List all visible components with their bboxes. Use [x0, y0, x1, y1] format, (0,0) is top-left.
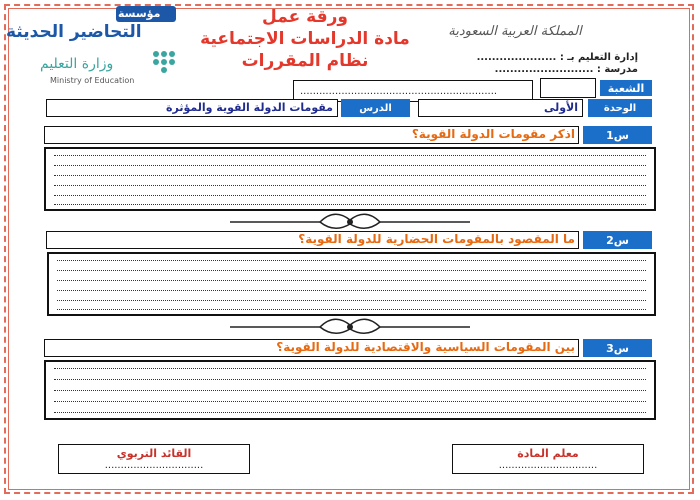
- teacher-dots: ...............................: [498, 460, 598, 471]
- divider-ornament-icon: [230, 315, 470, 337]
- unit-label: الوحدة: [588, 99, 652, 117]
- division-label: الشعبة: [600, 80, 652, 96]
- teacher-label: معلم المادة: [517, 447, 579, 460]
- ministry-name-ar: وزارة التعليم: [40, 56, 114, 72]
- q1-text: اذكر مقومات الدولة القوية؟: [411, 127, 575, 141]
- ministry-logo: [30, 50, 190, 90]
- q1-answer-box[interactable]: [44, 147, 656, 211]
- q1-number: س1: [583, 126, 652, 144]
- education-admin: إدارة التعليم بـ : .....................: [476, 52, 638, 63]
- student-name-dots: ..............................................................: [300, 86, 498, 97]
- ministry-name-en: Ministry of Education: [50, 76, 135, 85]
- lesson-label: الدرس: [341, 99, 410, 117]
- logo-line1: مؤسسة: [118, 7, 161, 20]
- q3-number: س3: [583, 339, 652, 357]
- leader-label: القائد التربوي: [116, 447, 192, 460]
- q2-number: س2: [583, 231, 652, 249]
- q3-answer-box[interactable]: [44, 360, 656, 420]
- publisher-logo: [6, 4, 186, 44]
- school-field: مدرسة : ..........................: [494, 64, 638, 75]
- ministry-emblem-icon: [150, 48, 180, 78]
- divider-ornament-icon: [230, 210, 470, 232]
- unit-value: الأولى: [543, 101, 578, 114]
- kingdom-calligraphy: المملكة العربية السعودية: [448, 24, 582, 39]
- q2-text: ما المقصود بالمقومات الحضارية للدولة القوية؟: [298, 232, 575, 246]
- lesson-value: مقومات الدولة القوية والمؤثرة: [166, 101, 333, 114]
- logo-line2: التحاضير الحديثة: [6, 22, 142, 42]
- division-field[interactable]: [540, 78, 596, 98]
- title-worksheet: ورقة عمل: [262, 7, 348, 27]
- title-subject: مادة الدراسات الاجتماعية: [200, 29, 410, 49]
- title-system: نظام المقررات: [241, 51, 369, 71]
- leader-dots: ...............................: [104, 460, 204, 471]
- q2-answer-box[interactable]: [47, 252, 656, 316]
- q3-text: بين المقومات السياسية والاقتصادية للدولة القوية؟: [276, 340, 575, 354]
